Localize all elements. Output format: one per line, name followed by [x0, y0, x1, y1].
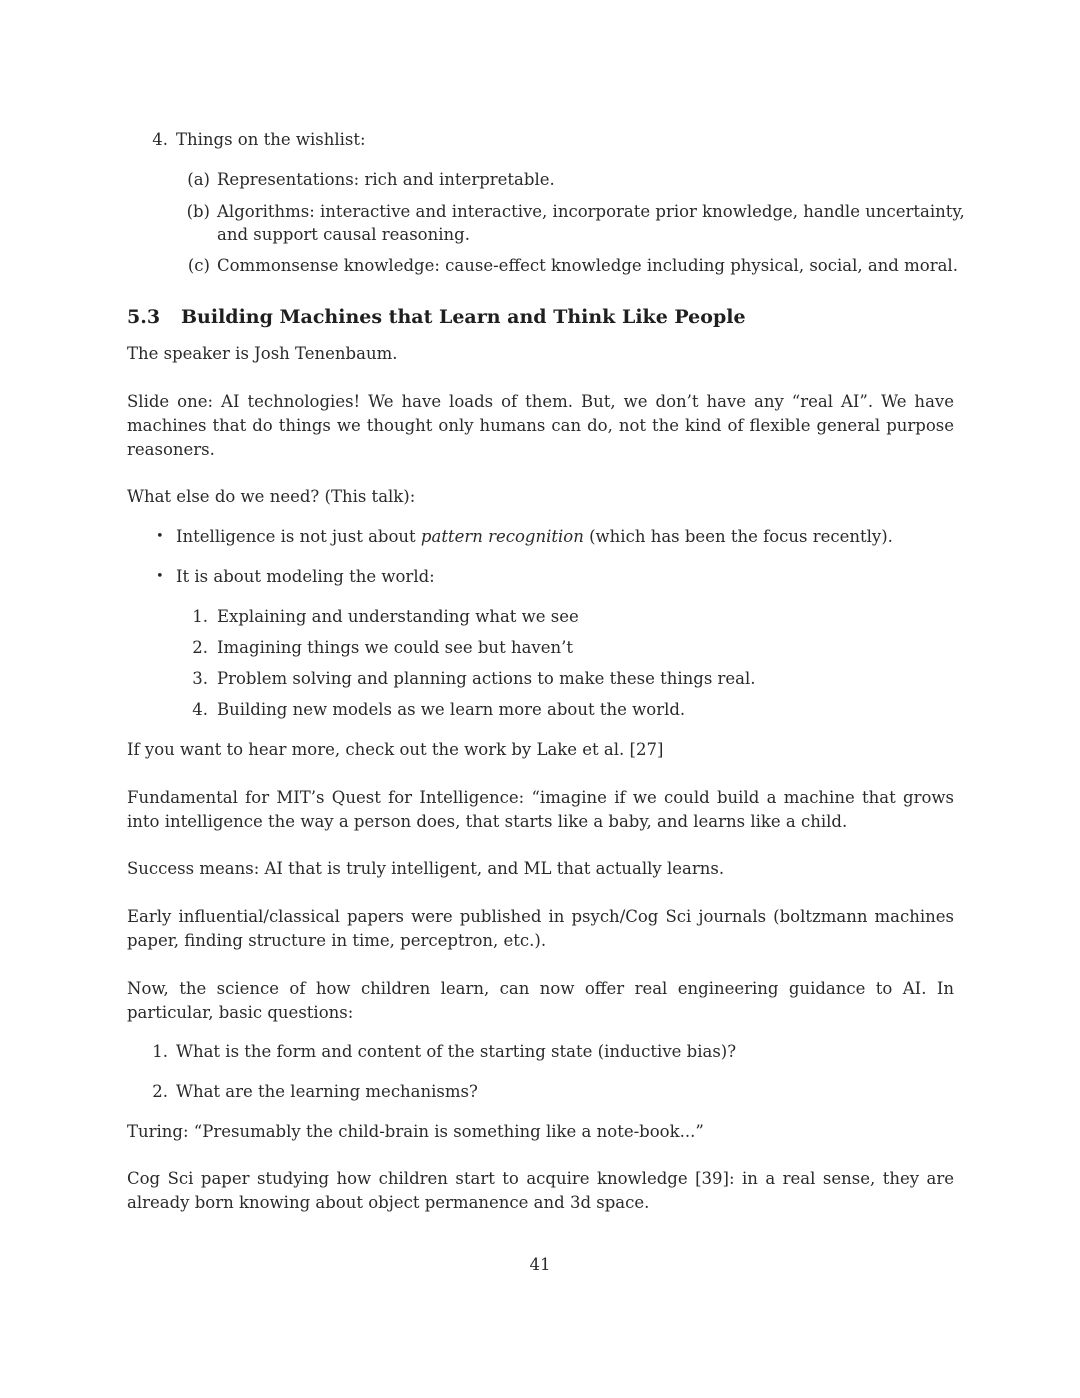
emphasis-text: pattern recognition [420, 527, 584, 546]
bullet-marker: • [156, 569, 164, 584]
wishlist-item-representations: Representations: rich and interpretable. [217, 170, 555, 189]
list-marker: 2. [152, 1082, 168, 1101]
bullet-modeling-world: It is about modeling the world: [176, 567, 435, 586]
paragraph-lake: If you want to hear more, check out the work by Lake et al. [27] [127, 740, 664, 759]
list-marker: 4. [192, 700, 208, 719]
paragraph-fundamental: Fundamental for MIT’s Quest for Intelligence: “imagine if we could build a machine that grows into intelligence the way a person does, that starts like a baby, and learns like a child. [127, 788, 954, 831]
list-marker: 4. [152, 130, 168, 149]
paragraph-turing: Turing: “Presumably the child-brain is something like a note-book...” [127, 1122, 704, 1141]
sublist-item: Building new models as we learn more about the world. [217, 700, 686, 719]
paragraph-cogsci: Cog Sci paper studying how children start to acquire knowledge [39]: in a real sense, they are already born knowing about object permanence and 3d space. [127, 1169, 954, 1212]
paragraph-early: Early influential/classical papers were published in psych/Cog Sci journals (boltzmann machines paper, finding structure in time, perceptron, etc.). [127, 907, 954, 950]
wishlist-title: Things on the wishlist: [176, 130, 366, 149]
question-item: What is the form and content of the starting state (inductive bias)? [176, 1042, 737, 1061]
question-item: What are the learning mechanisms? [176, 1082, 478, 1101]
paragraph-success: Success means: AI that is truly intelligent, and ML that actually learns. [127, 859, 725, 878]
sublist-item: Imagining things we could see but haven’t [217, 638, 573, 657]
wishlist-item-algorithms-line2: and support causal reasoning. [217, 225, 470, 244]
section-title: Building Machines that Learn and Think Like People [181, 306, 746, 328]
paragraph-now: Now, the science of how children learn, can now offer real engineering guidance to AI. In particular, basic questions: [127, 979, 954, 1022]
paragraph-what-else: What else do we need? (This talk): [127, 487, 416, 506]
sublist-item: Problem solving and planning actions to make these things real. [217, 669, 756, 688]
list-marker: (c) [187, 256, 210, 275]
list-marker: 1. [152, 1042, 168, 1061]
bullet-pattern-recognition: Intelligence is not just about pattern recognition (which has been the focus recently). [176, 527, 893, 546]
list-marker: 1. [192, 607, 208, 626]
paragraph-speaker: The speaker is Josh Tenenbaum. [127, 344, 398, 363]
bullet-marker: • [156, 529, 164, 544]
paragraph-slide-one: Slide one: AI technologies! We have loads of them. But, we don’t have any “real AI”. We have machines that do things we thought only humans can do, not the kind of flexible general purpose reasoners. [127, 392, 954, 459]
page-number: 41 [529, 1255, 551, 1274]
list-marker: 2. [192, 638, 208, 657]
list-marker: 3. [192, 669, 208, 688]
section-heading [127, 304, 746, 330]
wishlist-item-commonsense: Commonsense knowledge: cause-effect knowledge including physical, social, and moral. [217, 256, 958, 275]
wishlist-item-algorithms-line1: Algorithms: interactive and interactive, incorporate prior knowledge, handle uncertainty, [217, 202, 965, 221]
sublist-item: Explaining and understanding what we see [217, 607, 579, 626]
section-number: 5.3 [127, 306, 161, 328]
list-marker: (a) [187, 170, 210, 189]
list-marker: (b) [186, 202, 210, 221]
